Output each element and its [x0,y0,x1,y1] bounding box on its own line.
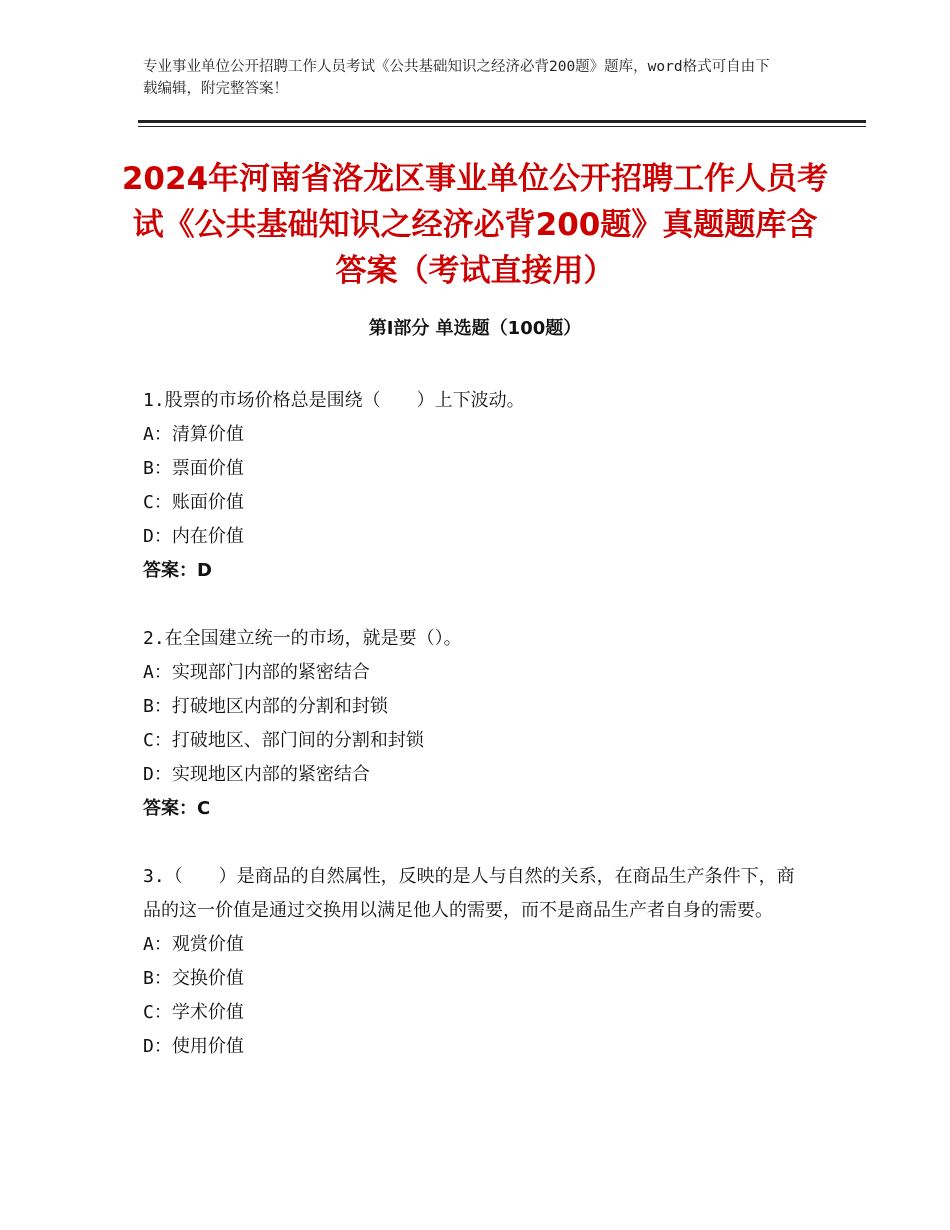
header-note: 专业事业单位公开招聘工作人员考试《公共基础知识之经济必背200题》题库，word格式可自由下载编辑，附完整答案！ [143,59,770,97]
answer: 答案：C [143,798,211,819]
question-2 [143,622,803,826]
option-c: C：学术价值 [143,1002,244,1023]
option-d: D：实现地区内部的紧密结合 [143,764,370,785]
question-stem: 2.在全国建立统一的市场，就是要（）。 [143,628,462,649]
question-1 [143,384,803,588]
section-title: 第Ⅰ部分 单选题（100题） [368,318,582,339]
option-b: B：票面价值 [143,458,244,479]
option-c: C：账面价值 [143,492,244,513]
option-a: A：实现部门内部的紧密结合 [143,662,370,683]
option-b: B：交换价值 [143,968,244,989]
question-stem: 1.股票的市场价格总是围绕（ ）上下波动。 [143,390,525,411]
question-list [143,384,803,1098]
answer: 答案：D [143,560,212,581]
question-3 [143,860,803,1064]
header-divider-thick [138,120,866,123]
option-d: D：内在价值 [143,526,244,547]
option-a: A：清算价值 [143,424,244,445]
option-b: B：打破地区内部的分割和封锁 [143,696,388,717]
document-title: 2024年河南省洛龙区事业单位公开招聘工作人员考试《公共基础知识之经济必背200题》真题题库含答案（考试直接用） [121,161,829,289]
header-divider-thin [138,126,866,127]
question-stem: 3.（ ）是商品的自然属性，反映的是人与自然的关系，在商品生产条件下，商品的这一价值是通过交换用以满足他人的需要，而不是商品生产者自身的需要。 [143,866,795,921]
option-d: D：使用价值 [143,1036,244,1057]
option-a: A：观赏价值 [143,934,244,955]
option-c: C：打破地区、部门间的分割和封锁 [143,730,424,751]
